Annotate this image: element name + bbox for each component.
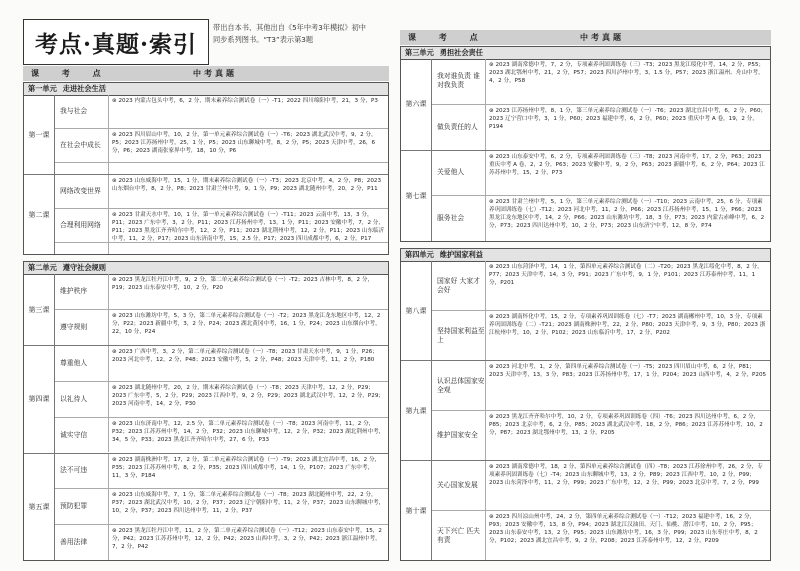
left-column-header — [23, 66, 389, 81]
topic-row — [55, 129, 388, 163]
header-exam-label: 中考真题 — [193, 69, 237, 78]
lesson-row — [24, 175, 388, 254]
topic-name: 认识总体国家安全观 — [432, 361, 486, 410]
unit-block — [400, 46, 771, 242]
topic-row — [55, 525, 388, 560]
topic-exam-list — [109, 163, 388, 174]
topic-exam-list: ⊛ 2023 山东济南中考，12，2.5 分，第二单元素养综合测试卷（一）-T8；2023 河南中考，11，2 分，P32；2023 江苏苏州中考，14，2 分，P32；2023 山东聊城中考，12，2 分，P32；2023 湖北荆州中考，34，5 分，P33；2023 黑龙江齐齐哈尔中考，27，6 分，P33 — [112, 420, 385, 443]
topic-exam-list: ⊛ 2023 黑龙江牡丹江中考，11，2 分，第二单元素养综合测试卷（一）-T12；2023 山东泰安中考，15，2 分，P42；2023 江苏苏州中考，12，2 分，P42；2023 山西中考，3，2 分，P42；2023 浙江温州中考，7，2 分，P42 — [112, 528, 382, 551]
lesson-topics — [55, 95, 388, 174]
topic-row — [432, 411, 770, 460]
topic-name: 维护国家安全 — [432, 411, 486, 460]
lesson-topics — [432, 59, 770, 150]
topic-name: 做负责任的人 — [432, 105, 486, 150]
topic-name: 尊重他人 — [55, 346, 109, 381]
right-column-header — [400, 30, 771, 45]
lesson-row — [401, 59, 770, 151]
topic-row — [55, 163, 388, 174]
lesson-row — [24, 274, 388, 346]
topic-name — [55, 163, 109, 174]
unit-body — [401, 59, 770, 241]
topic-name: 预防犯罪 — [55, 489, 109, 524]
topic-name: 善用法律 — [55, 525, 109, 560]
unit-name: 维护国家利益 — [439, 250, 483, 259]
lesson-name: 第五课 — [24, 454, 55, 561]
topic-exam-list: ⊛ 2023 四川眉山中考，10，2 分，第一单元素养综合测试卷（一）-T6；2023 湖北武汉中考，9，2 分，P5；2023 江苏扬州中考，25，1 分，P5；2023 山东聊城中考，8，2 分，P5；2023 天津中考，26，6 分，P6；2023 湖南张家界中考，18，10 分，P6 — [112, 131, 377, 154]
lesson-name: 第八课 — [401, 261, 432, 360]
lesson-topics — [432, 361, 770, 460]
topic-row — [432, 105, 770, 150]
topic-row — [55, 175, 388, 209]
unit-body — [24, 274, 388, 560]
lesson-name: 第二课 — [24, 175, 55, 254]
unit-number: 第一单元 — [28, 84, 57, 93]
topic-name: 遵守规则 — [55, 310, 109, 345]
topic-row — [432, 311, 770, 360]
header-lesson-label: 课 考 点 — [408, 33, 488, 42]
topic-exam-list: ⊛ 2023 河北中考，1，2 分，第四单元素养综合测试卷（一）-T5；2023 四川眉山中考，6，2 分，P81；2023 天津中考，13，3 分，P83；2023 江苏扬州中考，17，1 分，P204；2023 山西中考，4，2 分，P205 — [489, 364, 767, 378]
topic-row — [55, 95, 388, 129]
topic-exam-list: ⊛ 2023 甘肃天水中考，10，1 分，第一单元素养综合测试卷（一）-T11；2023 云南中考，13，3 分，P11；2023 广东中考，3，2 分，P11；2023 江苏扬州中考，13，1 分，P11；2023 安徽中考，7，2 分，P11；2023 黑龙江齐齐哈尔中考，12，2 分，P11；2023 湖北荆州中考，12，2 分，P11；2023 山东临沂中考，11，2 分，P17；2023 山东济南中考，15，2.5 分，P17；2023 四川成都中考，6，2 分，P17 — [112, 211, 385, 242]
unit-body — [24, 95, 388, 254]
topic-exam-list: ⊛ 2023 山东菏泽中考，14，1 分，第四单元素养综合测试卷（二）-T20；2023 黑龙江绥化中考，8，2 分，P77；2023 天津中考，14，3 分，P91；2023 广东中考，9，1 分，P101；2023 江苏泰州中考，11，1 分，P201 — [489, 264, 763, 286]
topic-row — [432, 59, 770, 105]
topic-exam-list: ⊛ 2023 山东威海中考，7，1 分，第二单元素养综合测试卷（一）-T8；2023 湖北随州中考，22，2 分，P37；2023 湖北武汉中考，10，2 分，P37；2023 辽宁朝阳中考，11，2 分，P37；2023 山东聊城中考，10，2 分，P37；2023 四川达州中考，11，2 分，P37 — [112, 492, 385, 515]
lesson-topics — [55, 454, 388, 561]
topic-exam-list: ⊛ 2023 江苏扬州中考，8，1 分，第三单元素养综合测试卷（一）-T6；2023 湖北宜昌中考，6，2 分，P60；2023 辽宁营口中考，3，1 分，P60；2023 福建中考，6，2 分，P60；2023 重庆中考 A 卷，19，2 分，P194 — [489, 107, 767, 130]
topic-exam-list: ⊛ 2023 湖南常德中考，7，2 分，专项素养巩固训练卷（三）-T3；2023 黑龙江绥化中考，14，2 分，P55；2023 湖北鄂州中考，21，2 分，P57；2023 四川泸州中考，3，1.5 分，P57；2023 浙江温州、舟山中考，4，2 分，P58 — [489, 62, 765, 84]
topic-exam-list: ⊛ 2023 湖南怀化中考，15，2 分，专项素养巩固训练卷（七）-T7；2023 湖南郴州中考，10，3 分，专项素养巩固训练卷（二）-T21；2023 湖南株洲中考，22，2 分，P80；2023 天津中考，9，3 分，P80；2023 浙江杭州中考，10，2 分，P102；2023 山东临沂中考，17，2 分，P202 — [489, 314, 766, 336]
topic-row — [55, 454, 388, 490]
topic-name: 网络改变世界 — [55, 175, 109, 208]
topic-name: 天下兴亡 匹夫有责 — [432, 511, 486, 560]
unit-number: 第三单元 — [405, 48, 434, 57]
header-lesson-label: 课 考 点 — [31, 69, 111, 78]
topic-row — [55, 489, 388, 525]
topic-name: 我与社会 — [55, 95, 109, 128]
topic-exam-list: ⊛ 2023 山东泰安中考，6，2 分，专项素养巩固训练卷（三）-T8；2023 河南中考，17，2 分，P63；2023 重庆中考 A 卷，2，2 分，P63；2023 安徽中考，9，2 分，P63；2023 新疆中考，6，2 分，P64；2023 江苏苏州中考，15，2 分，P73 — [489, 153, 765, 176]
unit-name: 勇担社会责任 — [439, 48, 483, 57]
lesson-name: 第四课 — [24, 346, 55, 453]
topic-row — [432, 196, 770, 241]
lesson-name: 第六课 — [401, 59, 432, 150]
topic-row — [55, 274, 388, 310]
lesson-row — [24, 95, 388, 175]
unit-number: 第二单元 — [28, 263, 57, 272]
topic-row — [55, 209, 388, 243]
header-exam-label: 中考真题 — [580, 33, 624, 42]
unit-block — [400, 248, 771, 561]
topic-row — [55, 382, 388, 418]
topic-row — [432, 511, 770, 560]
lesson-topics — [55, 274, 388, 345]
lesson-topics — [432, 151, 770, 242]
topic-name: 国家好 大家才会好 — [432, 261, 486, 310]
lesson-row — [24, 454, 388, 561]
lesson-name: 第一课 — [24, 95, 55, 174]
topic-name: 法不可违 — [55, 454, 109, 489]
topic-row — [55, 346, 388, 382]
lesson-row — [401, 361, 770, 461]
unit-block — [23, 261, 389, 561]
topic-exam-list: ⊛ 2023 黑龙江齐齐哈尔中考，10，2 分，专项素养巩固训练卷（四）-T6；2023 四川达州中考，6，2 分，P85；2023 北京中考，6，2 分，P85；2023 湖北武汉中考，18，2 分，P86；2023 江苏苏州中考，10，2 分，P87；2023 湖北鄂州中考，13，2 分，P205 — [489, 414, 763, 436]
topic-exam-list — [109, 243, 388, 254]
lesson-row — [24, 346, 388, 454]
lesson-topics — [55, 175, 388, 254]
lesson-row — [401, 261, 770, 361]
topic-name: 服务社会 — [432, 196, 486, 241]
topic-name: 在社会中成长 — [55, 129, 109, 162]
topic-name: 以礼待人 — [55, 382, 109, 417]
lesson-name: 第三课 — [24, 274, 55, 345]
unit-name: 遵守社会规则 — [62, 263, 106, 272]
lesson-name: 第七课 — [401, 151, 432, 242]
topic-exam-list: ⊛ 2023 广西中考，3，2 分，第二单元素养综合测试卷（一）-T8；2023 甘肃天水中考，9，1 分，P26；2023 河北中考，12，2 分，P48；2023 安徽中考，5，2 分，P48；2023 天津中考，11，2 分，P180 — [112, 349, 378, 363]
unit-block — [23, 82, 389, 255]
lesson-row — [401, 461, 770, 560]
topic-name: 诚实守信 — [55, 418, 109, 453]
lesson-row — [401, 151, 770, 242]
topic-row — [432, 261, 770, 311]
page-title: 考点·真题·索引 — [23, 19, 209, 65]
topic-exam-list: ⊛ 2023 内蒙古包头中考，6，2 分，期末素养综合测试卷（一）-T1；2022 四川绵阳中考，21，3 分，P3 — [112, 98, 378, 104]
topic-exam-list: ⊛ 2023 黑龙江牡丹江中考，9，2 分，第二单元素养综合测试卷（一）-T2；2023 吉林中考，8，2 分，P19；2023 山东泰安中考，10，2 分，P20 — [112, 277, 374, 291]
topic-name — [55, 243, 109, 254]
lesson-name: 第九课 — [401, 361, 432, 460]
topic-row — [55, 418, 388, 453]
topic-row — [55, 243, 388, 254]
topic-name: 维护秩序 — [55, 274, 109, 309]
unit-name: 走进社会生活 — [62, 84, 106, 93]
title-note: 带出自本书、其他出自《5年中考3年模拟》初中同步系列图书。“T3”表示第3题 — [213, 23, 366, 44]
unit-number: 第四单元 — [405, 250, 434, 259]
lesson-name: 第十课 — [401, 461, 432, 560]
lesson-topics — [432, 461, 770, 560]
topic-row — [432, 151, 770, 197]
topic-name: 合理利用网络 — [55, 209, 109, 242]
topic-name: 坚持国家利益至上 — [432, 311, 486, 360]
topic-exam-list: ⊛ 2023 四川凉山州中考，24，2 分，第四单元素养综合测试卷（一）-T12；2023 福建中考，16，2 分，P93；2023 安徽中考，13，8 分，P94；2023 湖北江汉油田、天门、仙桃、潜江中考，10，2 分，P95；2023 山东泰安中考，13，2 分，P95；2023 山东潍坊中考，16，3 分，P99；2023 山东枣庄中考，8，2 分，P102；2023 湖北宜昌中考，9，2 分，P208；2023 江苏泰州中考，12，2 分，P209 — [489, 514, 758, 544]
topic-row — [432, 361, 770, 411]
unit-body — [401, 261, 770, 560]
topic-name: 关爱他人 — [432, 151, 486, 196]
lesson-topics — [432, 261, 770, 360]
topic-exam-list: ⊛ 2023 山东潍坊中考，5，3 分，第二单元素养综合测试卷（一）-T2；2023 黑龙江龙东地区中考，12，2 分，P22；2023 新疆中考，3，2 分，P24；2023 湖北黄冈中考，16，1 分，P24；2023 山东烟台中考，22，10 分，P24 — [112, 313, 381, 335]
topic-row — [55, 310, 388, 345]
topic-exam-list: ⊛ 2023 甘肃兰州中考，5，1 分，第三单元素养综合测试卷（一）-T10；2023 云南中考，25，6 分，专项素养巩固训练卷（七）-T12；2023 河北中考，11，2 分，P66；2023 江苏扬州中考，15，1 分，P66；2023 黑龙江龙东地区中考，14，2 分，P66；2023 山东潍坊中考，18，3 分，P73；2023 内蒙古赤峰中考，6，2 分，P73；2023 四川达州中考，10，2 分，P73；2023 山东济宁中考，12，8 分，P74 — [489, 199, 765, 230]
topic-exam-list: ⊛ 2023 湖南常德中考，18，2 分，第四单元素养综合测试卷（四）-T8；2023 江苏徐州中考，26，2 分，专项素养巩固训练卷（七）-T4；2023 山东聊城中考，13，2 分，P89；2023 江西中考，10，2 分，P99；2023 山东菏泽中考，11，2 分，P99；2023 广东中考，12，2 分，P99；2023 北京中考，7，2 分，P99 — [489, 464, 763, 486]
topic-exam-list: ⊛ 2023 湖北随州中考，20，2 分，期末素养综合测试卷（一）-T8；2023 天津中考，12，2 分，P29；2023 广东中考，5，2 分，P29；2023 江西中考，9，2 分，P29；2023 湖北武汉中考，12，2 分，P29；2023 河南中考，14，2 分，P30 — [112, 384, 384, 407]
topic-row — [432, 461, 770, 511]
topic-exam-list: ⊛ 2023 山东威海中考，15，1 分，期末素养综合测试卷（一）-T3；2023 北京中考，4，2 分，P8；2023 山东烟台中考，8，2 分，P8；2023 甘肃兰州中考，9，1 分，P9；2023 湖北随州中考，20，2 分，P11 — [112, 178, 382, 192]
topic-name: 关心国家发展 — [432, 461, 486, 510]
topic-exam-list: ⊛ 2023 湖南株洲中考，17，2 分，第二单元素养综合测试卷（一）-T9；2023 湖北宜昌中考，16，2 分，P35；2023 江苏苏州中考，8，2 分，P35；2023 四川成都中考，14，1 分，P107；2023 广东中考，11，3 分，P184 — [112, 456, 381, 479]
topic-name: 我对谁负责 谁对我负责 — [432, 59, 486, 104]
lesson-topics — [55, 346, 388, 453]
